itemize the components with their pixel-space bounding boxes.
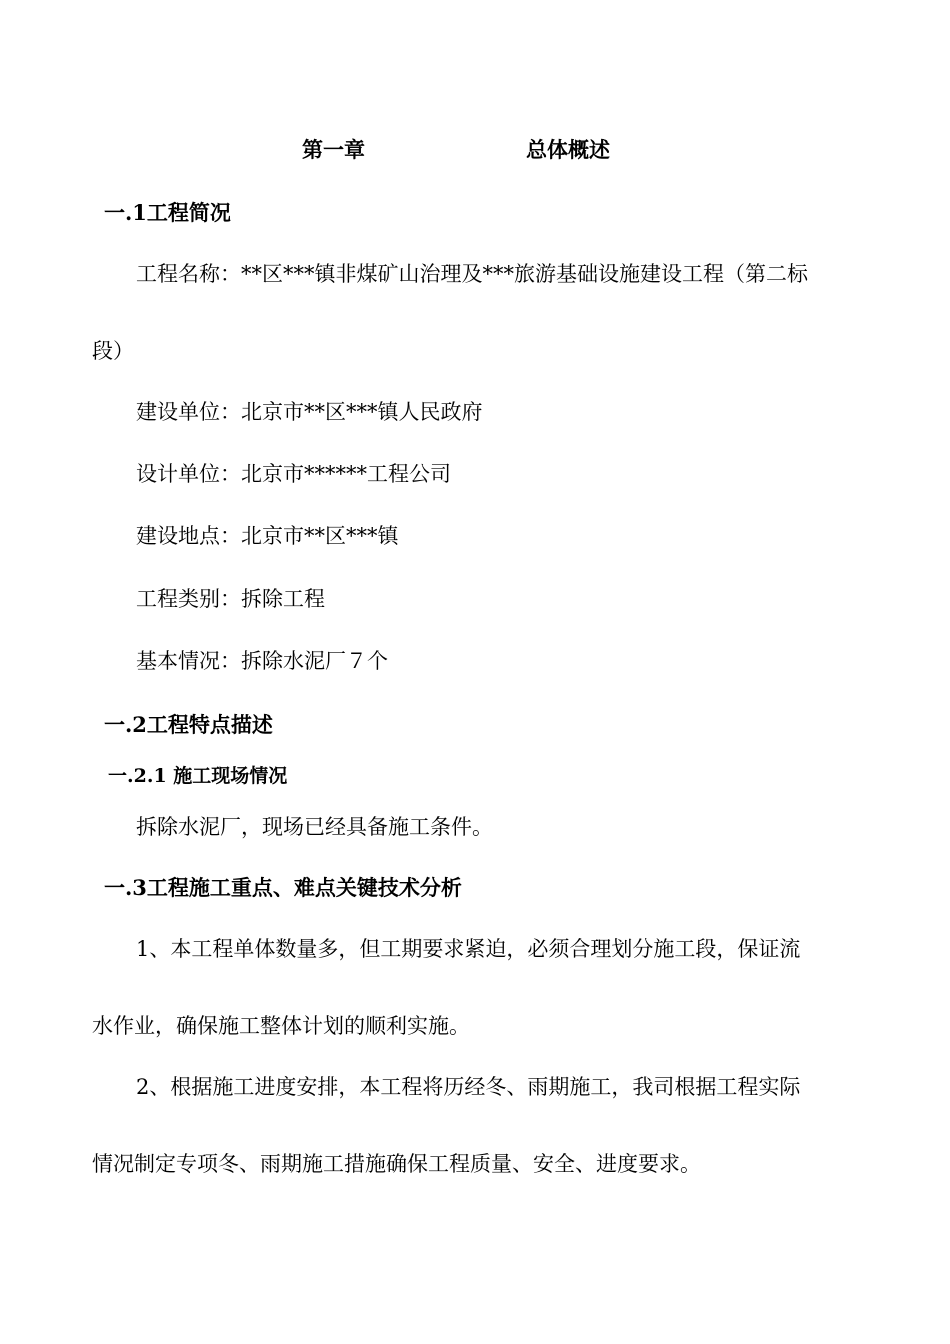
item-1-line-2: 水作业，确保施工整体计划的顺利实施。 bbox=[92, 1014, 470, 1038]
item-1-line-1: 1、本工程单体数量多，但工期要求紧迫，必须合理划分施工段，保证流 bbox=[136, 937, 801, 961]
basic-info-line: 基本情况：拆除水泥厂７个 bbox=[136, 649, 388, 673]
chapter-label: 第一章 bbox=[302, 137, 365, 162]
section-heading-3: 一.3工程施工重点、难点关键技术分析 bbox=[104, 875, 462, 900]
section-heading-1: 一.1工程简况 bbox=[104, 200, 231, 225]
chapter-title: 总体概述 bbox=[526, 137, 610, 162]
section-heading-2: 一.2工程特点描述 bbox=[104, 712, 273, 737]
sub-heading-2-1: 一.2.1 施工现场情况 bbox=[108, 765, 288, 787]
project-name-line-1: 工程名称：**区***镇非煤矿山治理及***旅游基础设施建设工程（第二标 bbox=[136, 262, 808, 286]
item-2-line-1: 2、根据施工进度安排，本工程将历经冬、雨期施工，我司根据工程实际 bbox=[136, 1075, 801, 1099]
site-condition-text: 拆除水泥厂，现场已经具备施工条件。 bbox=[136, 815, 493, 839]
item-2-line-2: 情况制定专项冬、雨期施工措施确保工程质量、安全、进度要求。 bbox=[92, 1152, 701, 1176]
designer-line: 设计单位：北京市******工程公司 bbox=[136, 462, 451, 486]
project-name-line-2: 段） bbox=[92, 339, 134, 363]
builder-line: 建设单位：北京市**区***镇人民政府 bbox=[136, 400, 483, 424]
location-line: 建设地点：北京市**区***镇 bbox=[136, 524, 399, 548]
category-line: 工程类别：拆除工程 bbox=[136, 587, 325, 611]
